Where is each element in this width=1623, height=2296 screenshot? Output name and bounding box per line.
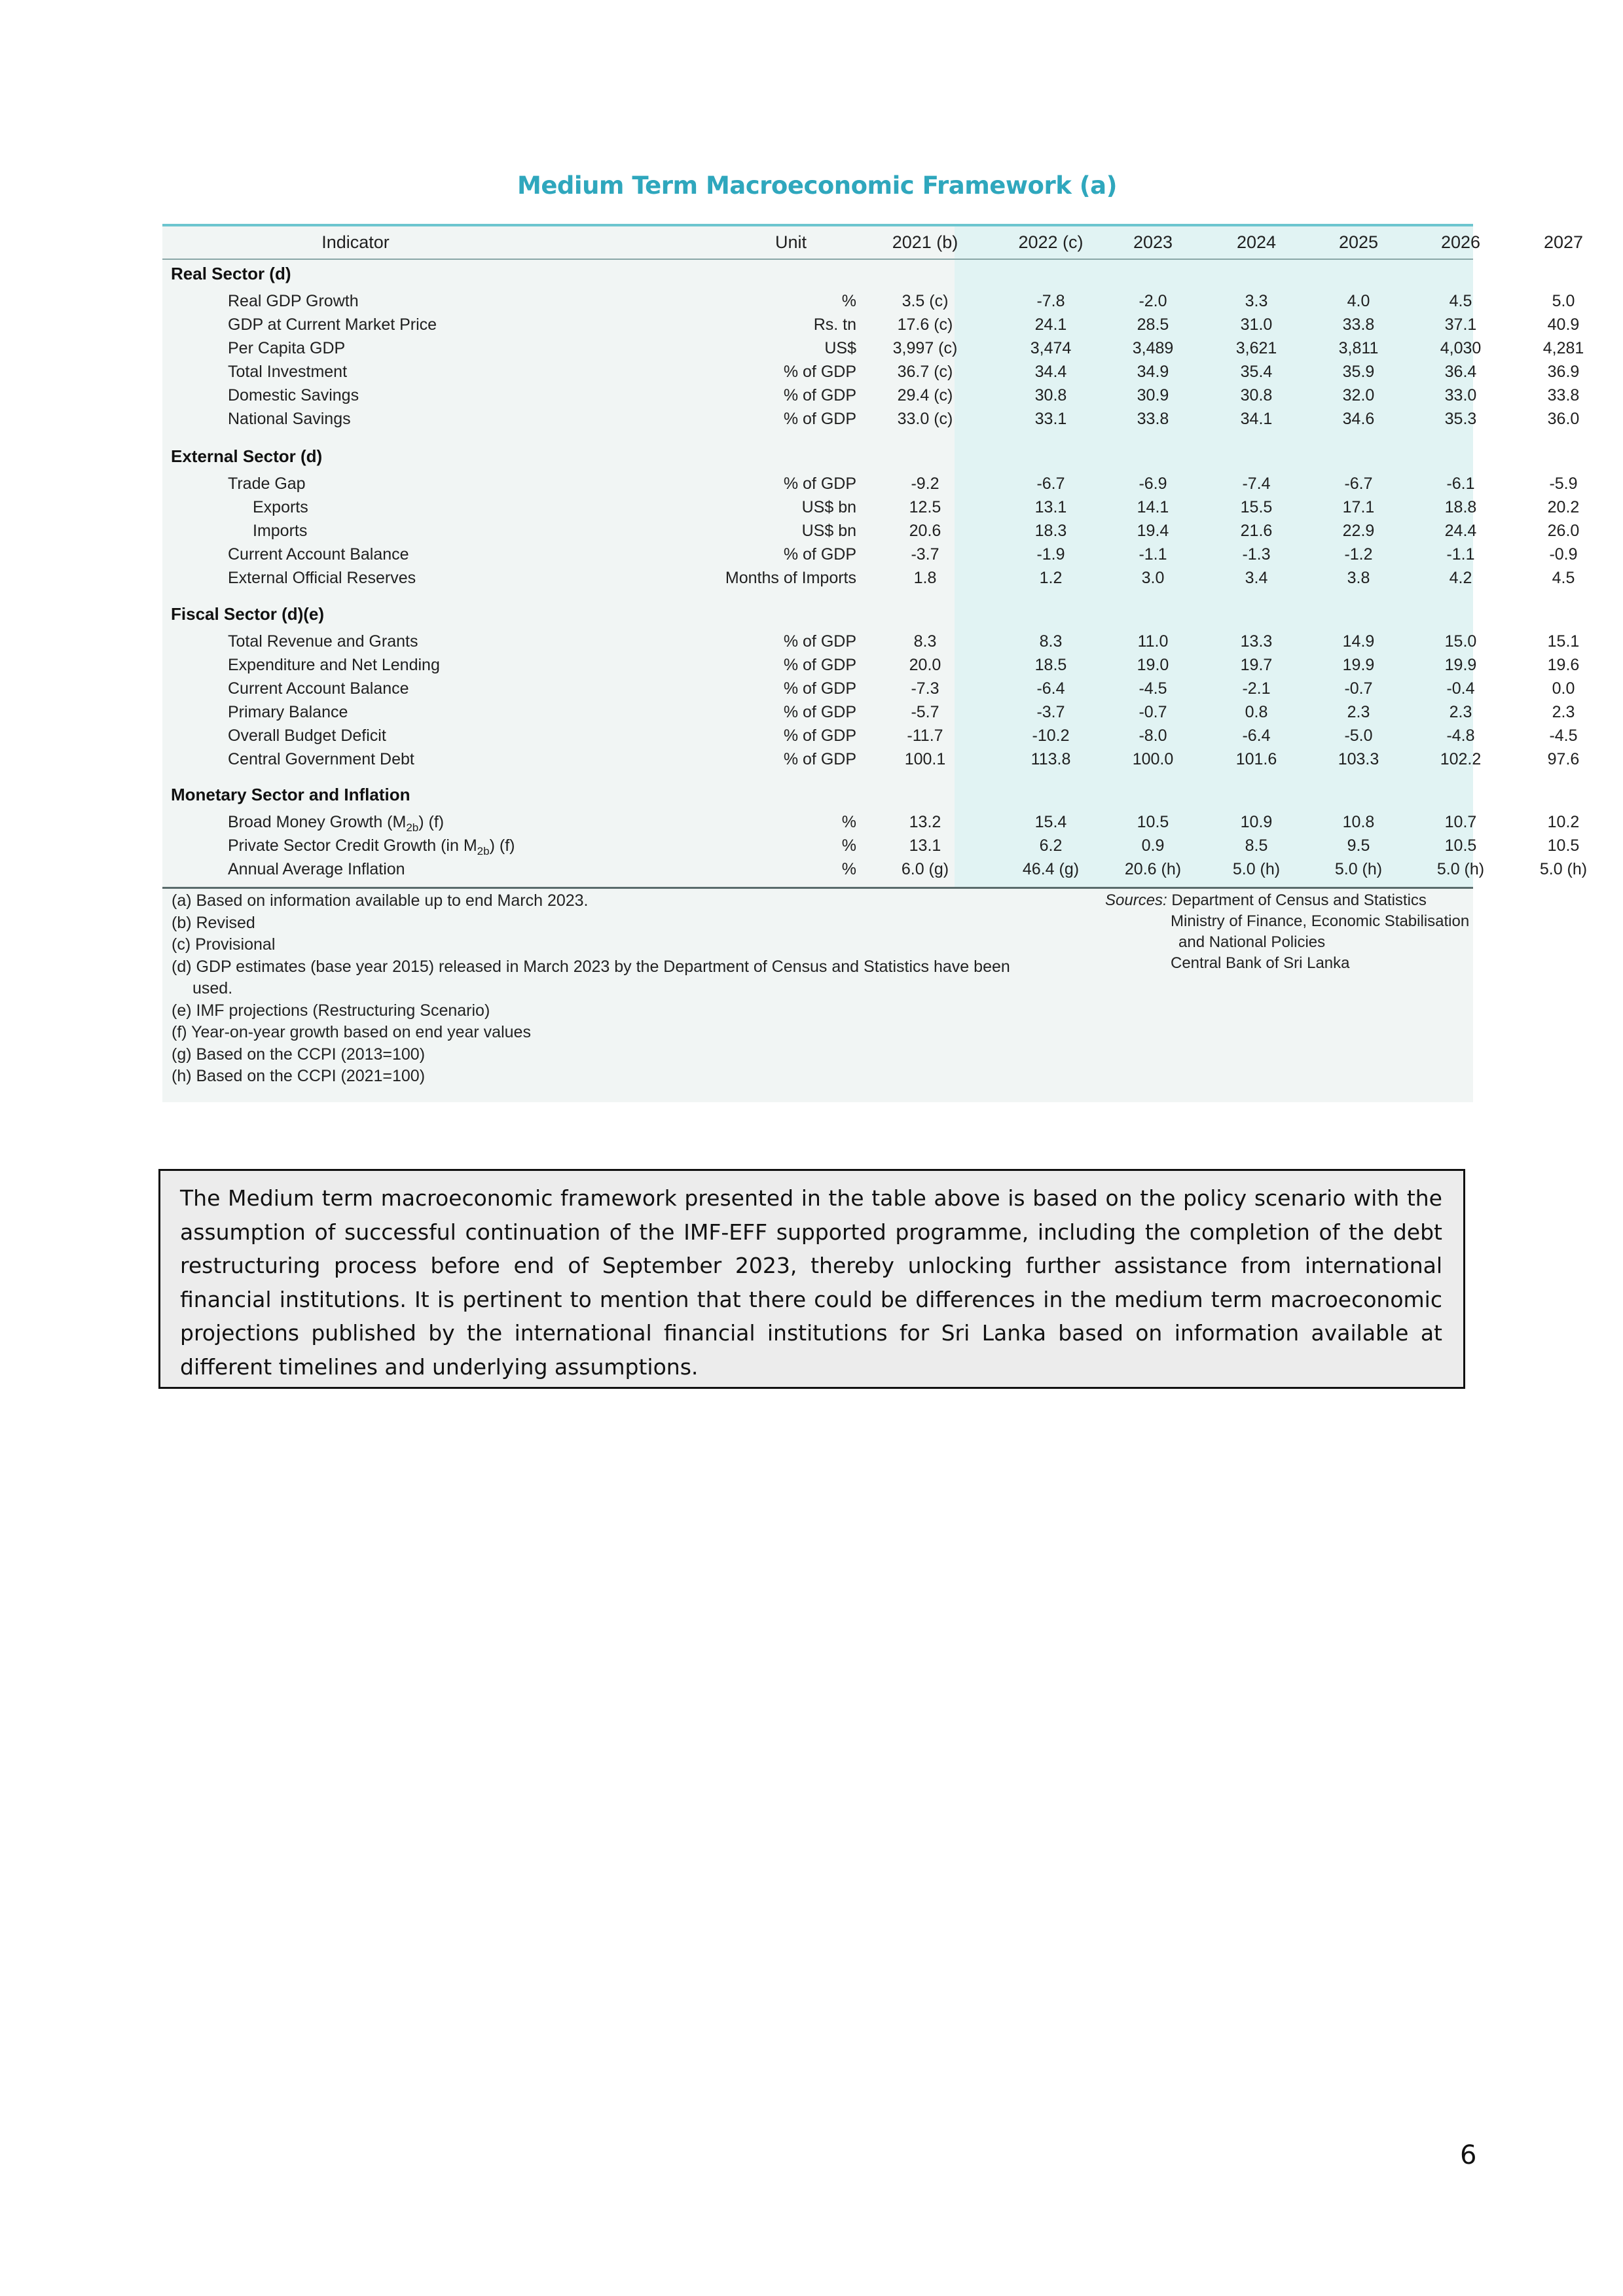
section-heading-row bbox=[162, 444, 1473, 468]
table-row bbox=[162, 653, 1580, 677]
row-label-suffix: ) (f) bbox=[418, 813, 445, 831]
row-unit: % of GDP bbox=[783, 656, 856, 674]
row-label-text: Overall Budget Deficit bbox=[228, 726, 386, 745]
row-label-text: National Savings bbox=[228, 410, 351, 428]
table-row bbox=[162, 747, 1580, 771]
row-label bbox=[228, 653, 440, 677]
header-year: 2022 (c) bbox=[1018, 232, 1084, 252]
value-cell: 8.3 bbox=[913, 632, 937, 651]
row-label-text: Expenditure and Net Lending bbox=[228, 656, 440, 674]
value-cell: 37.1 bbox=[1444, 315, 1477, 334]
table-row bbox=[162, 724, 1578, 747]
value-cell: 10.7 bbox=[1444, 813, 1477, 831]
value-cell: -1.2 bbox=[1344, 545, 1373, 564]
value-cell: 19.4 bbox=[1137, 522, 1169, 540]
table-row bbox=[162, 519, 1580, 543]
row-label-text: Private Sector Credit Growth (in M bbox=[228, 836, 477, 855]
value-cell: 30.9 bbox=[1137, 386, 1169, 404]
row-label-text: Domestic Savings bbox=[228, 386, 359, 404]
value-cell: 3.0 bbox=[1141, 569, 1165, 587]
value-cell: -2.0 bbox=[1139, 292, 1167, 310]
page-number: 6 bbox=[1460, 2140, 1477, 2170]
section-heading-row bbox=[162, 602, 1473, 626]
footnote: (a) Based on information available up to end March 2023. bbox=[172, 891, 589, 910]
value-cell: -7.3 bbox=[911, 679, 939, 698]
value-cell: 35.4 bbox=[1240, 363, 1273, 381]
value-cell: 6.2 bbox=[1039, 836, 1063, 855]
value-cell: 18.8 bbox=[1444, 498, 1477, 516]
value-cell: 33.0 (c) bbox=[897, 410, 953, 428]
value-cell: 14.1 bbox=[1137, 498, 1169, 516]
value-cell: 33.8 bbox=[1342, 315, 1375, 334]
source-line: Ministry of Finance, Economic Stabilisation bbox=[1171, 912, 1470, 930]
value-cell: -9.2 bbox=[911, 475, 939, 493]
table-row bbox=[162, 472, 1578, 495]
value-cell: 3,621 bbox=[1235, 339, 1277, 357]
table-sources bbox=[1105, 890, 1469, 974]
value-cell: 3.5 (c) bbox=[902, 292, 949, 310]
row-label bbox=[253, 495, 308, 519]
header-unit: Unit bbox=[775, 232, 807, 252]
footnote: (e) IMF projections (Restructuring Scenario) bbox=[172, 1001, 490, 1020]
value-cell: 19.0 bbox=[1137, 656, 1169, 674]
value-cell: -7.8 bbox=[1036, 292, 1065, 310]
table-row bbox=[162, 384, 1580, 407]
value-cell: 10.5 bbox=[1444, 836, 1477, 855]
footnote: (b) Revised bbox=[172, 913, 255, 932]
row-unit: % of GDP bbox=[783, 750, 856, 768]
row-label-text: Total Investment bbox=[228, 363, 348, 381]
row-label bbox=[228, 700, 348, 724]
row-label-text: Annual Average Inflation bbox=[228, 860, 405, 878]
value-cell: -11.7 bbox=[907, 726, 943, 745]
value-cell: 24.1 bbox=[1034, 315, 1067, 334]
value-cell: -8.0 bbox=[1139, 726, 1167, 745]
value-cell: 20.6 (h) bbox=[1124, 860, 1182, 878]
row-label-text: Central Government Debt bbox=[228, 750, 414, 768]
table-row bbox=[162, 630, 1580, 653]
header-year: 2024 bbox=[1236, 232, 1277, 252]
row-label bbox=[228, 360, 347, 384]
section-title: External Sector (d) bbox=[171, 446, 323, 466]
value-cell: 11.0 bbox=[1137, 632, 1169, 651]
row-unit: US$ bn bbox=[801, 498, 856, 516]
section-title: Monetary Sector and Inflation bbox=[171, 785, 410, 804]
row-label-text: Real GDP Growth bbox=[228, 292, 359, 310]
value-cell: 35.3 bbox=[1444, 410, 1477, 428]
value-cell: 4.5 bbox=[1449, 292, 1472, 310]
row-label bbox=[228, 313, 437, 336]
value-cell: 5.0 (h) bbox=[1436, 860, 1485, 878]
value-cell: 5.0 (h) bbox=[1232, 860, 1281, 878]
value-cell: -10.2 bbox=[1032, 726, 1070, 745]
header-year: 2027 bbox=[1543, 232, 1584, 252]
value-cell: 33.1 bbox=[1034, 410, 1067, 428]
row-unit: % of GDP bbox=[783, 679, 856, 698]
value-cell: 21.6 bbox=[1240, 522, 1273, 540]
value-cell: 31.0 bbox=[1240, 315, 1273, 334]
value-cell: 32.0 bbox=[1342, 386, 1375, 404]
value-cell: 102.2 bbox=[1440, 750, 1482, 768]
value-cell: 13.1 bbox=[909, 836, 941, 855]
value-cell: -0.4 bbox=[1446, 679, 1475, 698]
value-cell: 19.7 bbox=[1240, 656, 1273, 674]
value-cell: 15.1 bbox=[1547, 632, 1580, 651]
table-header-row bbox=[162, 226, 1584, 259]
value-cell: 35.9 bbox=[1342, 363, 1375, 381]
value-cell: 5.0 (h) bbox=[1539, 860, 1588, 878]
value-cell: 28.5 bbox=[1137, 315, 1169, 334]
header-year: 2026 bbox=[1440, 232, 1481, 252]
row-label-text: Imports bbox=[253, 522, 308, 540]
table-row bbox=[162, 566, 1575, 590]
table-row bbox=[162, 336, 1584, 360]
value-cell: 3.4 bbox=[1245, 569, 1268, 587]
value-cell: -0.7 bbox=[1139, 703, 1167, 721]
value-cell: 13.1 bbox=[1034, 498, 1067, 516]
row-unit: % of GDP bbox=[783, 363, 856, 381]
table-row bbox=[162, 857, 1588, 881]
value-cell: -6.4 bbox=[1036, 679, 1065, 698]
value-cell: 9.5 bbox=[1347, 836, 1370, 855]
value-cell: 101.6 bbox=[1235, 750, 1277, 768]
row-label bbox=[228, 566, 416, 590]
value-cell: 33.8 bbox=[1137, 410, 1169, 428]
value-cell: 46.4 (g) bbox=[1022, 860, 1080, 878]
value-cell: 15.0 bbox=[1444, 632, 1477, 651]
header-year: 2023 bbox=[1133, 232, 1173, 252]
value-cell: -0.9 bbox=[1549, 545, 1578, 564]
row-label-text: Broad Money Growth (M bbox=[228, 813, 407, 831]
row-unit: % of GDP bbox=[783, 475, 856, 493]
value-cell: 22.9 bbox=[1342, 522, 1375, 540]
row-unit: % of GDP bbox=[783, 632, 856, 651]
row-label-subscript: 2b bbox=[406, 821, 419, 834]
table-row bbox=[162, 360, 1580, 384]
value-cell: 97.6 bbox=[1547, 750, 1580, 768]
value-cell: 100.1 bbox=[904, 750, 946, 768]
value-cell: 15.4 bbox=[1034, 813, 1067, 831]
row-unit: % of GDP bbox=[783, 726, 856, 745]
value-cell: 13.2 bbox=[909, 813, 941, 831]
table-title: Medium Term Macroeconomic Framework (a) bbox=[517, 171, 1117, 200]
row-label bbox=[228, 724, 386, 747]
table-row bbox=[162, 834, 1580, 857]
footnote: (f) Year-on-year growth based on end year values bbox=[172, 1023, 531, 1041]
value-cell: 20.6 bbox=[909, 522, 941, 540]
row-label bbox=[228, 857, 405, 881]
value-cell: -6.9 bbox=[1139, 475, 1167, 493]
row-label bbox=[228, 336, 345, 360]
value-cell: 24.4 bbox=[1444, 522, 1477, 540]
table-row bbox=[162, 543, 1578, 566]
row-label-text: External Official Reserves bbox=[228, 569, 416, 587]
row-label-text: Current Account Balance bbox=[228, 679, 409, 698]
value-cell: 4,281 bbox=[1542, 339, 1584, 357]
source-line: and National Policies bbox=[1178, 933, 1326, 951]
value-cell: 29.4 (c) bbox=[897, 386, 953, 404]
value-cell: 6.0 (g) bbox=[901, 860, 949, 878]
value-cell: 5.0 bbox=[1552, 292, 1575, 310]
value-cell: 33.8 bbox=[1547, 386, 1580, 404]
row-label-suffix: ) (f) bbox=[489, 836, 515, 855]
header-year: 2025 bbox=[1338, 232, 1379, 252]
table-row bbox=[162, 700, 1575, 724]
value-cell: -5.9 bbox=[1549, 475, 1578, 493]
value-cell: 113.8 bbox=[1030, 750, 1071, 768]
value-cell: -6.7 bbox=[1036, 475, 1065, 493]
value-cell: 3.3 bbox=[1245, 292, 1268, 310]
value-cell: 2.3 bbox=[1552, 703, 1575, 721]
value-cell: 0.0 bbox=[1552, 679, 1575, 698]
value-cell: -6.1 bbox=[1446, 475, 1475, 493]
row-unit: % of GDP bbox=[783, 386, 856, 404]
value-cell: 10.5 bbox=[1137, 813, 1169, 831]
row-unit: % of GDP bbox=[783, 703, 856, 721]
value-cell: 5.0 (h) bbox=[1334, 860, 1383, 878]
value-cell: 14.9 bbox=[1342, 632, 1375, 651]
value-cell: 19.6 bbox=[1547, 656, 1580, 674]
row-label-subscript: 2b bbox=[477, 845, 490, 857]
row-unit: % bbox=[841, 860, 856, 878]
value-cell: -6.4 bbox=[1242, 726, 1271, 745]
sources-label: Sources: bbox=[1105, 891, 1167, 909]
footnote: (d) GDP estimates (base year 2015) released in March 2023 by the Department of Census and Statistics have been bbox=[172, 957, 1010, 976]
row-unit: Months of Imports bbox=[725, 569, 856, 587]
row-label-text: Current Account Balance bbox=[228, 545, 409, 564]
section-heading-row bbox=[162, 262, 1473, 285]
source-line: Department of Census and Statistics bbox=[1171, 891, 1427, 909]
value-cell: 0.9 bbox=[1141, 836, 1165, 855]
row-unit: US$ bn bbox=[801, 522, 856, 540]
value-cell: -3.7 bbox=[911, 545, 939, 564]
value-cell: 1.8 bbox=[913, 569, 937, 587]
value-cell: -3.7 bbox=[1036, 703, 1065, 721]
value-cell: 30.8 bbox=[1240, 386, 1273, 404]
value-cell: -5.7 bbox=[911, 703, 939, 721]
row-label bbox=[228, 472, 306, 495]
row-label bbox=[228, 677, 409, 700]
table-footnotes bbox=[172, 890, 1010, 1088]
value-cell: 18.3 bbox=[1034, 522, 1067, 540]
value-cell: 33.0 bbox=[1444, 386, 1477, 404]
table-header-rule bbox=[162, 259, 1473, 260]
row-label-text: Primary Balance bbox=[228, 703, 348, 721]
value-cell: 4.0 bbox=[1347, 292, 1370, 310]
value-cell: 3,474 bbox=[1030, 339, 1072, 357]
row-label-text: Per Capita GDP bbox=[228, 339, 346, 357]
framework-note-box: The Medium term macroeconomic framework presented in the table above is based on the policy scenario with the assumption of successful continuation of the IMF-EFF supported programme, including the completion of the debt restructuring process before end of September 2023, thereby unlocking further assistance from international financial institutions. It is pertinent to mention that there could be differences in the medium term macroeconomic projections published by the international financial institutions for Sri Lanka based on information available at different timelines and underlying assumptions. bbox=[158, 1169, 1465, 1389]
row-label bbox=[228, 289, 359, 313]
value-cell: 17.6 (c) bbox=[897, 315, 953, 334]
value-cell: 8.3 bbox=[1039, 632, 1063, 651]
value-cell: -6.7 bbox=[1344, 475, 1373, 493]
row-unit: % of GDP bbox=[783, 545, 856, 564]
table-bottom-rule bbox=[162, 887, 1473, 889]
footnote: (h) Based on the CCPI (2021=100) bbox=[172, 1067, 426, 1085]
row-label bbox=[253, 519, 307, 543]
value-cell: 15.5 bbox=[1240, 498, 1273, 516]
value-cell: -1.3 bbox=[1242, 545, 1271, 564]
value-cell: 34.6 bbox=[1342, 410, 1375, 428]
value-cell: 19.9 bbox=[1444, 656, 1477, 674]
value-cell: 103.3 bbox=[1338, 750, 1379, 768]
value-cell: -0.7 bbox=[1344, 679, 1373, 698]
footnote: (g) Based on the CCPI (2013=100) bbox=[172, 1045, 426, 1064]
value-cell: 10.5 bbox=[1547, 836, 1580, 855]
row-label bbox=[228, 630, 418, 653]
value-cell: 34.4 bbox=[1034, 363, 1067, 381]
value-cell: 8.5 bbox=[1245, 836, 1268, 855]
value-cell: 3,489 bbox=[1132, 339, 1174, 357]
value-cell: 10.9 bbox=[1240, 813, 1273, 831]
table-row bbox=[162, 677, 1575, 700]
value-cell: 1.2 bbox=[1039, 569, 1063, 587]
row-label-text: Total Revenue and Grants bbox=[228, 632, 418, 651]
value-cell: 17.1 bbox=[1342, 498, 1375, 516]
row-unit: % bbox=[841, 836, 856, 855]
table-row bbox=[162, 313, 1580, 336]
row-label bbox=[228, 543, 409, 566]
row-label-text: Trade Gap bbox=[228, 475, 306, 493]
value-cell: 40.9 bbox=[1547, 315, 1580, 334]
value-cell: 30.8 bbox=[1034, 386, 1067, 404]
value-cell: 19.9 bbox=[1342, 656, 1375, 674]
value-cell: 0.8 bbox=[1245, 703, 1268, 721]
value-cell: 34.9 bbox=[1137, 363, 1169, 381]
row-label bbox=[228, 407, 351, 431]
value-cell: 13.3 bbox=[1240, 632, 1273, 651]
row-unit: % bbox=[841, 813, 856, 831]
value-cell: 3,811 bbox=[1338, 339, 1379, 357]
value-cell: 4.2 bbox=[1449, 569, 1472, 587]
value-cell: 36.4 bbox=[1444, 363, 1477, 381]
value-cell: -5.0 bbox=[1344, 726, 1373, 745]
row-unit: US$ bbox=[824, 339, 856, 357]
row-label-text: GDP at Current Market Price bbox=[228, 315, 437, 334]
value-cell: 36.0 bbox=[1547, 410, 1580, 428]
value-cell: 10.2 bbox=[1547, 813, 1580, 831]
value-cell: 20.0 bbox=[909, 656, 941, 674]
value-cell: 18.5 bbox=[1034, 656, 1067, 674]
value-cell: 36.9 bbox=[1547, 363, 1580, 381]
value-cell: -1.1 bbox=[1446, 545, 1475, 564]
section-heading-row bbox=[162, 783, 1473, 806]
section-title: Fiscal Sector (d)(e) bbox=[171, 604, 325, 624]
value-cell: 12.5 bbox=[909, 498, 941, 516]
table-row bbox=[162, 407, 1580, 431]
value-cell: 3,997 (c) bbox=[892, 339, 958, 357]
value-cell: 3.8 bbox=[1347, 569, 1370, 587]
value-cell: 20.2 bbox=[1547, 498, 1580, 516]
value-cell: -4.5 bbox=[1549, 726, 1578, 745]
value-cell: -4.5 bbox=[1139, 679, 1167, 698]
value-cell: -1.9 bbox=[1036, 545, 1065, 564]
value-cell: 10.8 bbox=[1342, 813, 1375, 831]
footnote: used. bbox=[192, 979, 233, 997]
value-cell: 4.5 bbox=[1552, 569, 1575, 587]
value-cell: 26.0 bbox=[1547, 522, 1580, 540]
value-cell: 2.3 bbox=[1347, 703, 1370, 721]
header-indicator: Indicator bbox=[321, 232, 390, 252]
source-line: Central Bank of Sri Lanka bbox=[1171, 954, 1350, 972]
row-label bbox=[228, 384, 359, 407]
footnote: (c) Provisional bbox=[172, 935, 276, 954]
row-label bbox=[228, 747, 414, 771]
value-cell: -2.1 bbox=[1242, 679, 1271, 698]
value-cell: 36.7 (c) bbox=[897, 363, 953, 381]
value-cell: -1.1 bbox=[1139, 545, 1167, 564]
header-year: 2021 (b) bbox=[892, 232, 958, 252]
table-row bbox=[162, 289, 1575, 313]
value-cell: -4.8 bbox=[1446, 726, 1475, 745]
table-row bbox=[162, 810, 1580, 834]
row-label-text: Exports bbox=[253, 498, 308, 516]
table-row bbox=[162, 495, 1580, 519]
value-cell: 4,030 bbox=[1440, 339, 1482, 357]
value-cell: 2.3 bbox=[1449, 703, 1472, 721]
row-unit: Rs. tn bbox=[813, 315, 856, 334]
section-title: Real Sector (d) bbox=[171, 264, 291, 283]
value-cell: 34.1 bbox=[1240, 410, 1273, 428]
row-unit: % bbox=[841, 292, 856, 310]
value-cell: 100.0 bbox=[1132, 750, 1174, 768]
value-cell: -7.4 bbox=[1242, 475, 1271, 493]
row-unit: % of GDP bbox=[783, 410, 856, 428]
